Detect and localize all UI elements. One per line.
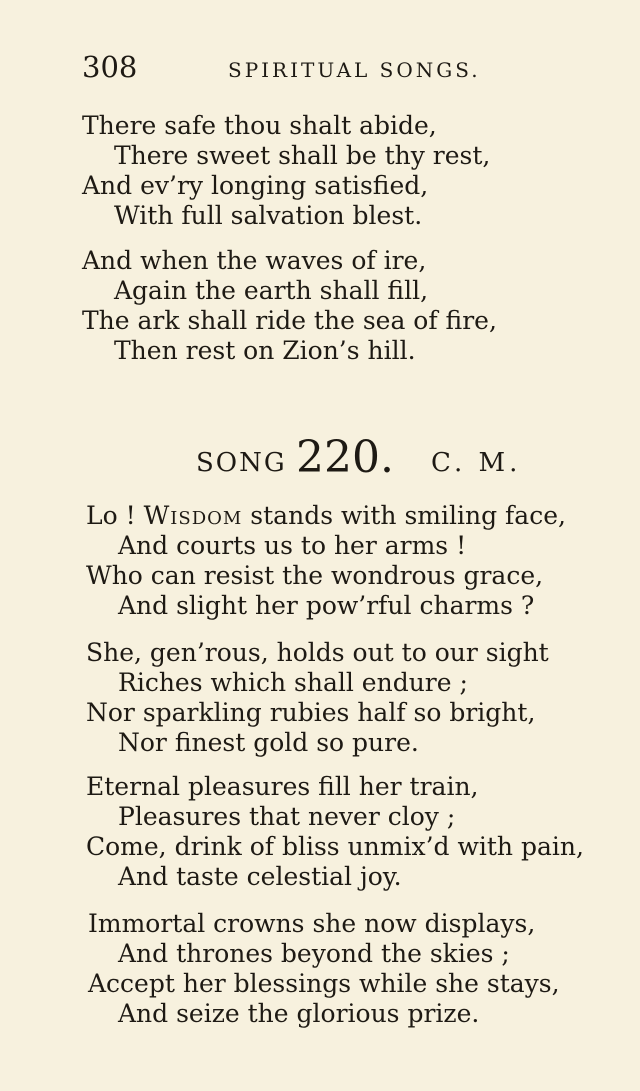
verse-line: Eternal pleasures fill her train,: [86, 772, 479, 801]
verse-line: Who can resist the wondrous grace,: [86, 561, 544, 590]
song-number: 220.: [296, 432, 394, 483]
verse-line: And thrones beyond the skies ;: [118, 939, 510, 968]
verse-line: And slight her pow’rful charms ?: [118, 591, 535, 620]
song-meter: C. M.: [431, 448, 522, 478]
verse-line: And ev’ry longing satisfied,: [82, 171, 429, 200]
verse-line: Nor sparkling rubies half so bright,: [86, 698, 536, 727]
running-head: SPIRITUAL SONGS.: [228, 58, 481, 82]
page-header: [82, 50, 602, 90]
verse-line: And taste celestial joy.: [118, 862, 402, 891]
first-line-prefix: Lo !: [86, 501, 144, 530]
verse-line: There sweet shall be thy rest,: [114, 141, 491, 170]
verse-line: Nor finest gold so pure.: [118, 728, 419, 757]
verse-line: Come, drink of bliss unmix’d with pain,: [86, 832, 584, 861]
verse-line: Pleasures that never cloy ;: [118, 802, 456, 831]
verse-line: Again the earth shall fill,: [114, 276, 429, 305]
verse-line: Immortal crowns she now displays,: [88, 909, 536, 938]
verse-line: Accept her blessings while she stays,: [88, 969, 560, 998]
verse-line: She, gen’rous, holds out to our sight: [86, 638, 549, 667]
page-number: 308: [82, 50, 138, 84]
verse-line: Then rest on Zion’s hill.: [114, 336, 416, 365]
verse-line: Riches which shall endure ;: [118, 668, 468, 697]
verse-line: And when the waves of ire,: [82, 246, 427, 275]
song-label: SONG: [196, 448, 287, 478]
first-line-wisdom: Wisdom: [143, 501, 243, 530]
first-line: [86, 501, 566, 531]
verse-line: With full salvation blest.: [114, 201, 423, 230]
verse-line: And seize the glorious prize.: [118, 999, 480, 1028]
verse-line: The ark shall ride the sea of fire,: [82, 306, 497, 335]
song-title: [196, 432, 556, 492]
verse-line: And courts us to her arms !: [118, 531, 467, 560]
verse-line: There safe thou shalt abide,: [82, 111, 437, 140]
first-line-suffix: stands with smiling face,: [242, 501, 566, 530]
